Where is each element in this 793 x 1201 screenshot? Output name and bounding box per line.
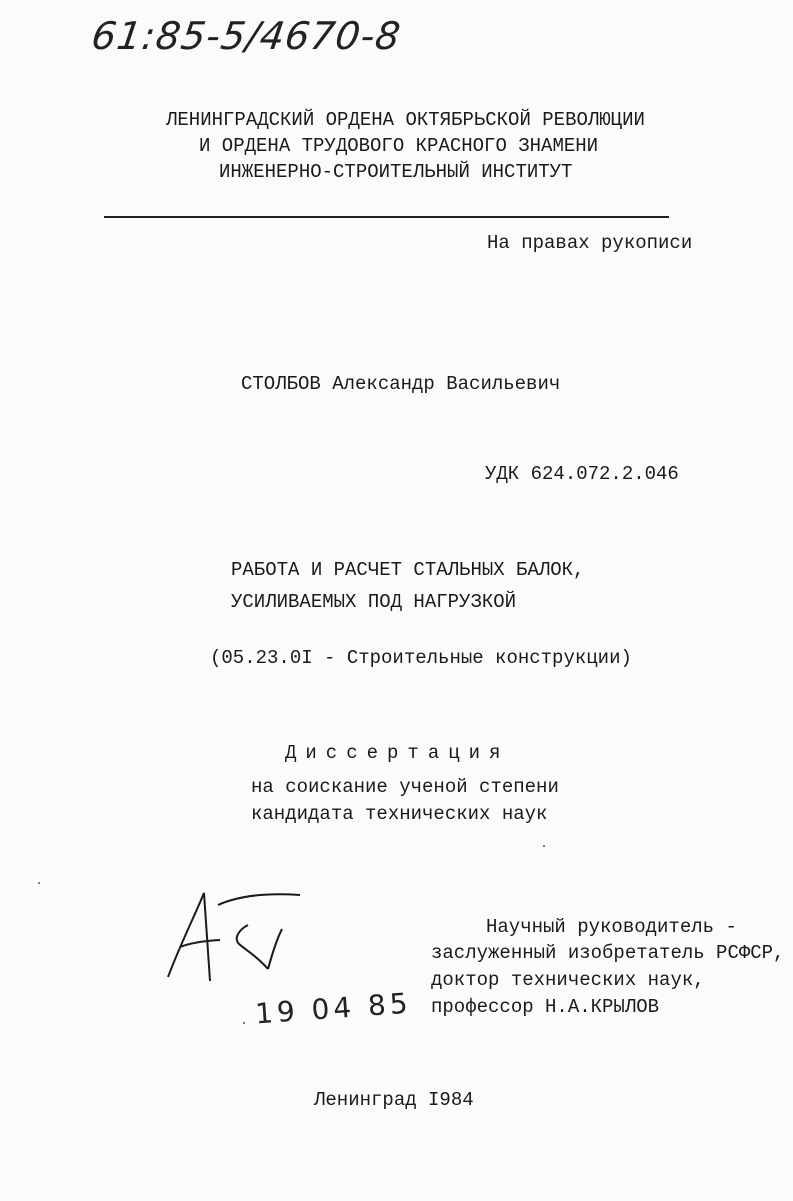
supervisor-line-2: заслуженный изобретатель РСФСР, xyxy=(431,942,785,964)
author-name: СТОЛБОВ Александр Васильевич xyxy=(241,373,561,395)
handwritten-signature xyxy=(160,885,310,990)
dissertation-title-line-1: РАБОТА И РАСЧЕТ СТАЛЬНЫХ БАЛОК, xyxy=(231,559,585,581)
dissertation-title-line-2: УСИЛИВАЕМЫХ ПОД НАГРУЗКОЙ xyxy=(231,591,517,613)
scan-speck xyxy=(38,882,40,884)
supervisor-line-1: Научный руководитель - xyxy=(486,916,737,938)
institute-line-1: ЛЕНИНГРАДСКИЙ ОРДЕНА ОКТЯБРЬСКОЙ РЕВОЛЮЦИИ xyxy=(166,109,645,131)
stamp-date: 19 04 85 xyxy=(254,986,413,1031)
rights-note: На правах рукописи xyxy=(487,232,693,254)
scan-speck xyxy=(543,845,545,847)
institute-line-3: ИНЖЕНЕРНО-СТРОИТЕЛЬНЫЙ ИНСТИТУТ xyxy=(219,161,573,183)
degree-line-2: кандидата технических наук xyxy=(251,803,548,825)
archive-number: 61:85-5/4670-8 xyxy=(88,14,404,58)
supervisor-line-3: доктор технических наук, xyxy=(431,969,705,991)
header-divider xyxy=(104,216,669,218)
place-and-year: Ленинград I984 xyxy=(314,1089,474,1111)
institute-line-2: И ОРДЕНА ТРУДОВОГО КРАСНОГО ЗНАМЕНИ xyxy=(199,135,599,157)
document-type-heading: Диссертация xyxy=(285,742,510,764)
supervisor-line-4: профессор Н.А.КРЫЛОВ xyxy=(431,996,660,1018)
udc-code: УДК 624.072.2.046 xyxy=(485,463,679,485)
degree-line-1: на соискание ученой степени xyxy=(251,776,559,798)
scan-speck xyxy=(243,1022,245,1024)
specialty-code: (05.23.0I - Строительные конструкции) xyxy=(210,647,632,669)
